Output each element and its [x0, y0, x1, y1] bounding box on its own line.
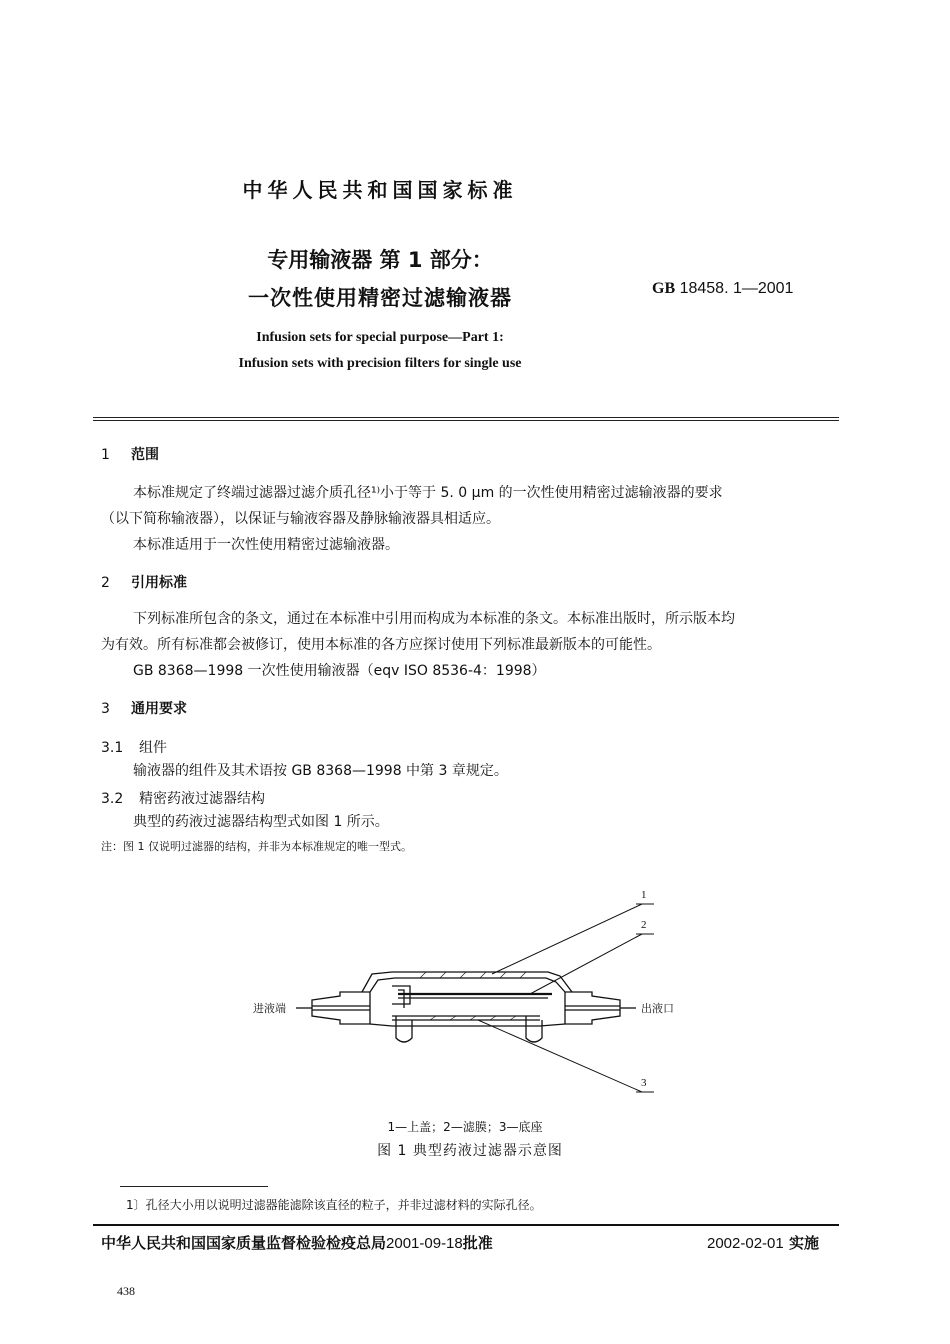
national-standard-label: 中华人民共和国国家标准 [242, 178, 518, 202]
header-divider [93, 417, 839, 421]
subsection-title: 组件 [139, 740, 167, 756]
s1-paragraph-1-line1: 本标准规定了终端过滤器过滤介质孔径¹⁾小于等于 5. 0 μm 的一次性使用精密过滤输液器的要求 [133, 485, 723, 501]
inlet-connector [312, 992, 370, 1024]
subsection-number: 3.2 [101, 791, 124, 807]
section-3-heading [101, 698, 187, 718]
gb-number: 18458. 1—2001 [675, 280, 794, 297]
title-cn-line2: 一次性使用精密过滤输液器 [248, 286, 512, 310]
section-title: 范围 [131, 447, 159, 463]
subsection-3-1-heading [101, 737, 167, 757]
s31-text: 输液器的组件及其术语按 GB 8368—1998 中第 3 章规定。 [133, 763, 508, 779]
s32-text: 典型的药液过滤器结构型式如图 1 所示。 [133, 814, 389, 830]
gb-prefix: GB [652, 280, 676, 297]
effective-line [707, 1232, 819, 1253]
upper-cover [362, 972, 572, 992]
approval-org: 中华人民共和国国家质量监督检验检疫总局 [101, 1234, 387, 1252]
filter-diagram [0, 870, 950, 1120]
s1-paragraph-1-line2: （以下简称输液器），以保证与输液容器及静脉输液器具相适应。 [101, 511, 500, 527]
section-2-heading [101, 572, 187, 592]
inlet-label: 进液端 [253, 1003, 286, 1015]
footnote: 1〕孔径大小用以说明过滤器能滤除该直径的粒子，并非过滤材料的实际孔径。 [126, 1198, 542, 1212]
approval-date: 2001-09-18 [386, 1235, 463, 1252]
section-number: 2 [101, 575, 110, 591]
effective-word: 实施 [788, 1234, 819, 1252]
effective-date: 2002-02-01 [707, 1235, 784, 1252]
cover-hatching [420, 972, 526, 1020]
title-en-line1: Infusion sets for special purpose—Part 1: [256, 330, 504, 345]
section-title: 通用要求 [131, 701, 187, 717]
s2-paragraph-line2: 为有效。所有标准都会被修订，使用本标准的各方应探讨使用下列标准最新版本的可能性。 [101, 637, 661, 653]
section-number: 1 [101, 447, 110, 463]
footer-divider [93, 1224, 839, 1226]
figure-legend: 1—上盖；2—滤膜；3—底座 [387, 1120, 543, 1134]
leader-2 [530, 934, 642, 994]
approval-line [101, 1232, 493, 1253]
base [370, 1024, 565, 1026]
figure-title: 图 1 典型药液过滤器示意图 [377, 1143, 563, 1159]
outlet-label: 出液口 [641, 1003, 674, 1015]
leader-1 [492, 904, 642, 974]
callout-2: 2 [641, 919, 647, 931]
subsection-number: 3.1 [101, 740, 124, 756]
subsection-3-2-heading [101, 788, 265, 808]
section-number: 3 [101, 701, 110, 717]
approval-word: 批准 [462, 1234, 493, 1252]
standard-number [652, 280, 793, 298]
subsection-title: 精密药液过滤器结构 [139, 791, 265, 807]
section-title: 引用标准 [131, 575, 187, 591]
title-en-line2: Infusion sets with precision filters for single use [238, 356, 522, 371]
title-cn-line1: 专用输液器 第 1 部分： [267, 248, 493, 272]
callout-1: 1 [641, 889, 647, 901]
figure-note: 注：图 1 仅说明过滤器的结构，并非为本标准规定的唯一型式。 [101, 840, 412, 853]
outlet-connector [565, 992, 620, 1024]
callout-3: 3 [641, 1077, 647, 1089]
section-1-heading [101, 444, 159, 464]
page-number: 438 [117, 1284, 135, 1298]
leader-3 [478, 1020, 642, 1092]
s2-reference: GB 8368—1998 一次性使用输液器（eqv ISO 8536-4：1998） [133, 663, 546, 679]
footnote-divider [120, 1186, 268, 1187]
s2-paragraph-line1: 下列标准所包含的条文，通过在本标准中引用而构成为本标准的条文。本标准出版时，所示版本均 [133, 611, 735, 627]
s1-paragraph-2: 本标准适用于一次性使用精密过滤输液器。 [133, 537, 399, 553]
